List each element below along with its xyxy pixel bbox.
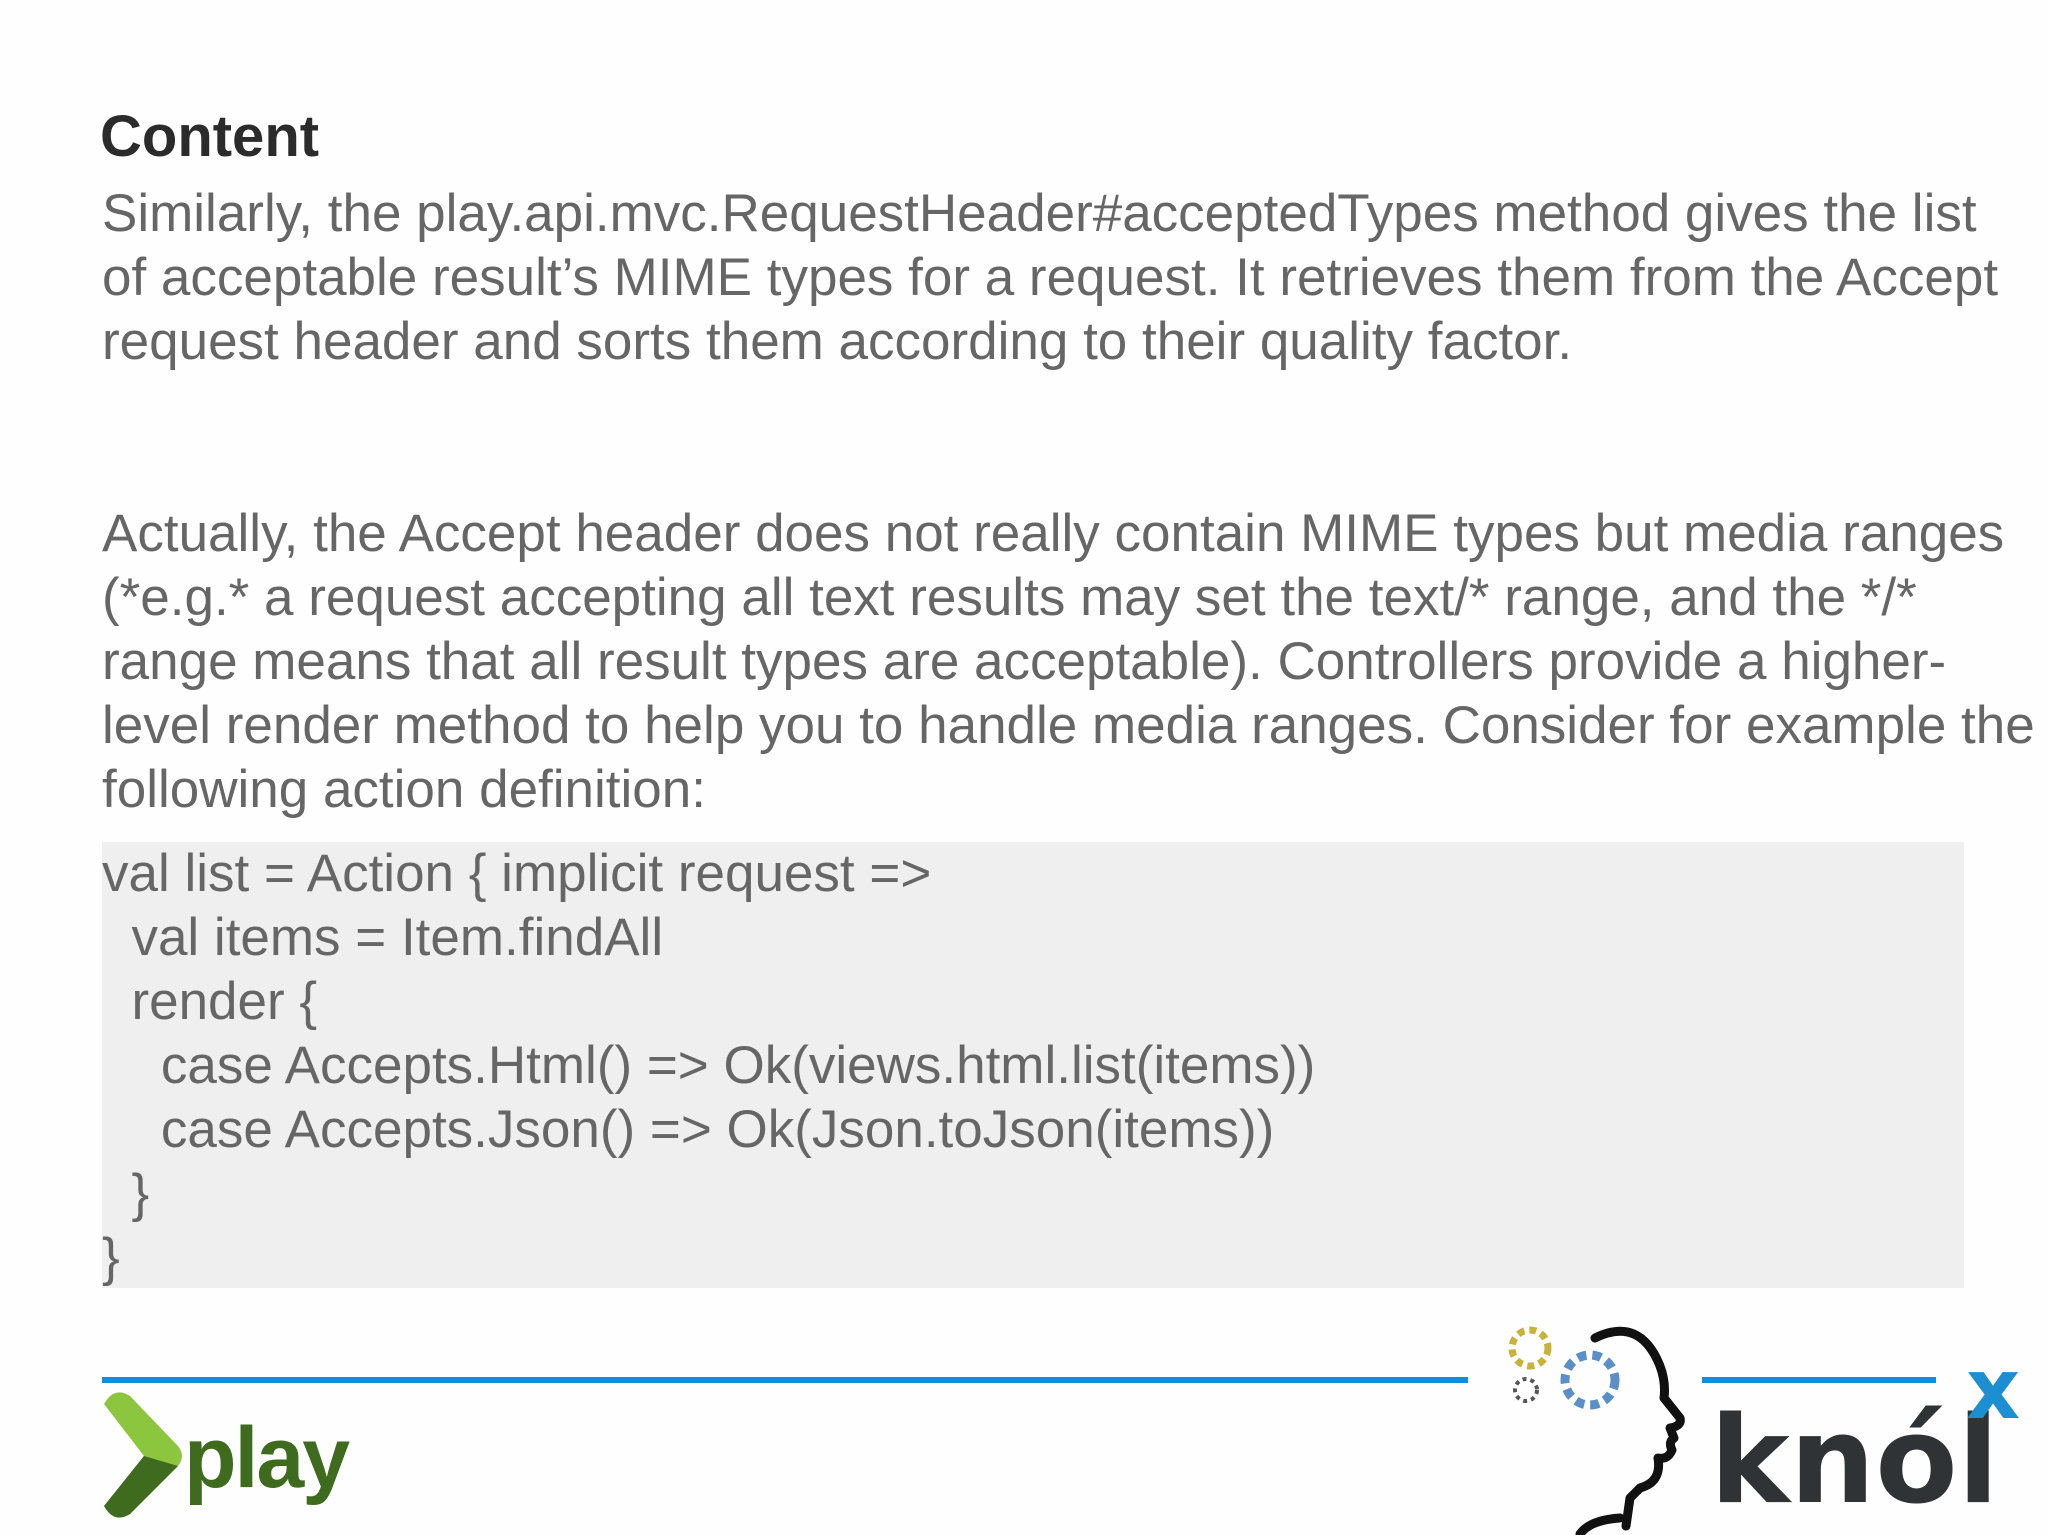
head-profile-icon [1580,1331,1680,1534]
body-paragraph-2: Actually, the Accept header does not really contain MIME types but media ranges (*e.g.* a request accepting all text results may set the text/* range, and the */* range means that all result types are acceptable). Controllers provide a higher-level render method to help you to handle media ranges. Consider for example the following action definition: [102,504,2035,819]
code-line: case Accepts.Json() => Ok(Json.toJson(items)) [102,1100,1275,1159]
footer-divider-left [102,1377,1468,1383]
code-line: val list = Action { implicit request => [102,844,932,903]
code-line: render { [102,972,318,1031]
code-line: case Accepts.Html() => Ok(views.html.list(items)) [102,1036,1316,1095]
knolx-logo [1490,1320,2048,1535]
play-chevron-icon [104,1392,182,1517]
knolx-logo-superscript: x [1966,1340,2021,1438]
play-logo-text: play [184,1410,349,1506]
code-line: } [102,1228,120,1287]
slide-title: Content [100,104,320,169]
code-block [102,842,1964,1288]
code-line: } [102,1164,150,1223]
gears-icon [1512,1330,1615,1405]
knolx-logo-text: knól [1710,1392,1999,1531]
code-line: val items = Item.findAll [102,908,664,967]
body-paragraph-1: Similarly, the play.api.mvc.RequestHeader#acceptedTypes method gives the list of acceptable result’s MIME types for a request. It retrieves them from the Accept request header and sorts them according to their quality factor. [102,184,1999,371]
